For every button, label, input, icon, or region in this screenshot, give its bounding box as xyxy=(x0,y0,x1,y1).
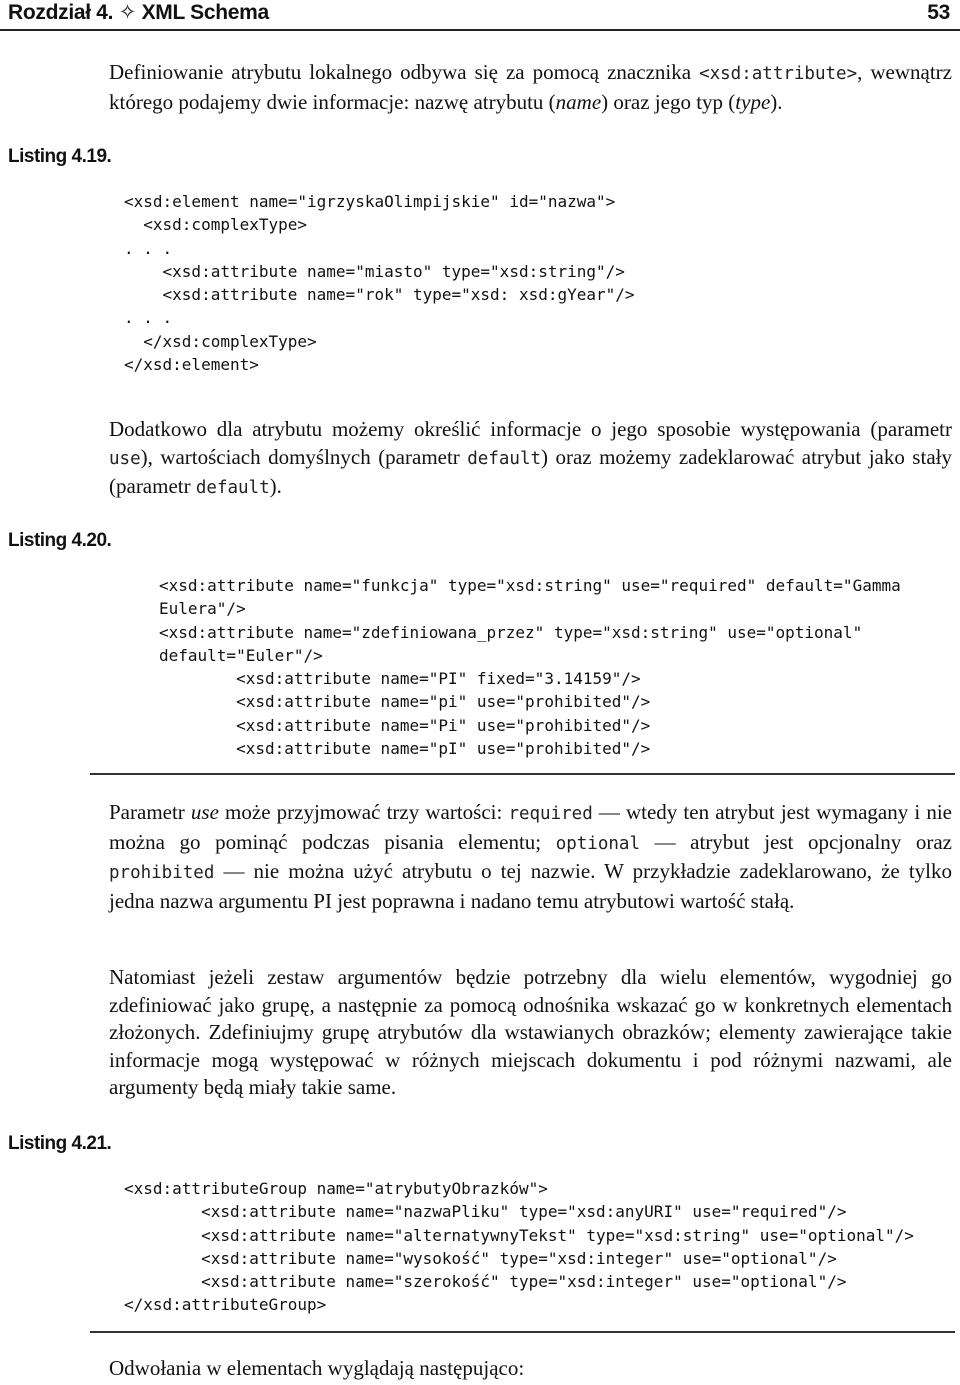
text: Dodatkowo dla atrybutu możemy określić informacje o jego sposobie występowania (parametr xyxy=(109,417,952,441)
text: ), wartościach domyślnych (parametr xyxy=(140,444,468,469)
listing-label-4-21: Listing 4.21. xyxy=(8,1133,112,1154)
text: — atrybut jest opcjonalny oraz xyxy=(640,829,952,854)
text: ) oraz jego typ ( xyxy=(601,89,736,114)
paragraph-attribute-group: Natomiast jeżeli zestaw argumentów będzie potrzebny dla wielu elementów, wygodniej go zdefiniować jako grupę, a następnie za pomocą odnośnika wskazać go w konkretnych elementach złożonych. Zdefiniujmy grupę atrybutów dla wstawianych obrazków; elementy zawierające takie informacje mogą występować w różnych miejscach dokumentu i pod różnymi nazwami, ale argumenty będą miały takie same. xyxy=(109,965,952,1099)
text: — wtedy ten atrybut jest wymagany i nie można go pominąć podczas pisania elementu; xyxy=(109,800,952,854)
listing-label-4-19: Listing 4.19. xyxy=(8,146,112,167)
paragraph-attribute-params xyxy=(109,416,952,503)
header-rule xyxy=(0,29,960,31)
text: ) oraz możemy zadeklarować atrybut jako stały (parametr xyxy=(109,444,952,498)
inline-code: default xyxy=(467,448,542,469)
inline-code: <xsd:attribute> xyxy=(699,64,858,84)
paragraph-references: Odwołania w elementach wyglądają następująco: xyxy=(109,1356,525,1380)
text: Definiowanie atrybutu lokalnego odbywa się za pomocą znacznika xyxy=(109,60,700,84)
code-listing-4-20: <xsd:attribute name="funkcja" type="xsd:string" use="required" default="Gamma Eulera"/> <xsd:attribute name="zdefiniowana_przez" type="xsd:string" use="optional" default="Euler"/> <xsd:attribute name="PI" fixed="3.14159"/> <xsd:attribute name="pi" use="prohibited"/> <xsd:attribute name="Pi" use="prohibited"/> <xsd:attribute name="pI" use="prohibited"/> xyxy=(159,576,901,759)
inline-code: use xyxy=(109,448,141,469)
text: — nie można użyć atrybutu o tej nazwie. W przykładzie zadeklarowano, że tylko jedna nazwa argumentu PI jest poprawna i nadano temu atrybutowi wartość stałą. xyxy=(109,859,952,913)
listing-label-4-20: Listing 4.20. xyxy=(8,530,112,551)
paragraph-use-values xyxy=(109,799,952,915)
paragraph-local-attribute xyxy=(109,59,952,116)
text: może przyjmować trzy wartości: xyxy=(218,800,509,824)
code-listing-4-19: <xsd:element name="igrzyskaOlimpijskie" id="nazwa"> <xsd:complexType> . . . <xsd:attribute name="miasto" type="xsd:string"/> <xsd:attribute name="rok" type="xsd: xsd:gYear"/> . . . </xsd:complexType> </xsd:element> xyxy=(124,192,635,375)
text: Parametr xyxy=(109,800,191,824)
inline-code: optional xyxy=(555,833,640,854)
inline-code: default xyxy=(195,478,270,498)
italic-term: name xyxy=(555,89,602,114)
code-listing-4-21: <xsd:attributeGroup name="atrybutyObrazków"> <xsd:attribute name="nazwaPliku" type="xsd:anyURI" use="required"/> <xsd:attribute name="alternatywnyTekst" type="xsd:string" use="optional"/> <xsd:attribute name="wysokość" type="xsd:integer" use="optional"/> <xsd:attribute name="szerokość" type="xsd:integer" use="optional"/> </xsd:attributeGroup> xyxy=(124,1179,914,1315)
page-number: 53 xyxy=(927,1,950,24)
inline-code: prohibited xyxy=(109,863,215,883)
inline-code: required xyxy=(508,804,593,824)
italic-term: use xyxy=(190,800,219,824)
italic-term: type xyxy=(735,89,771,114)
divider-rule xyxy=(90,1331,955,1333)
text: , wewnątrz którego podajemy dwie informacje: nazwę atrybutu ( xyxy=(109,60,952,114)
divider-rule xyxy=(90,773,955,775)
page-header xyxy=(0,0,960,28)
chapter-title: Rozdział 4. ✧ XML Schema xyxy=(8,1,269,24)
text: ). xyxy=(269,474,282,498)
text: ). xyxy=(770,89,783,114)
